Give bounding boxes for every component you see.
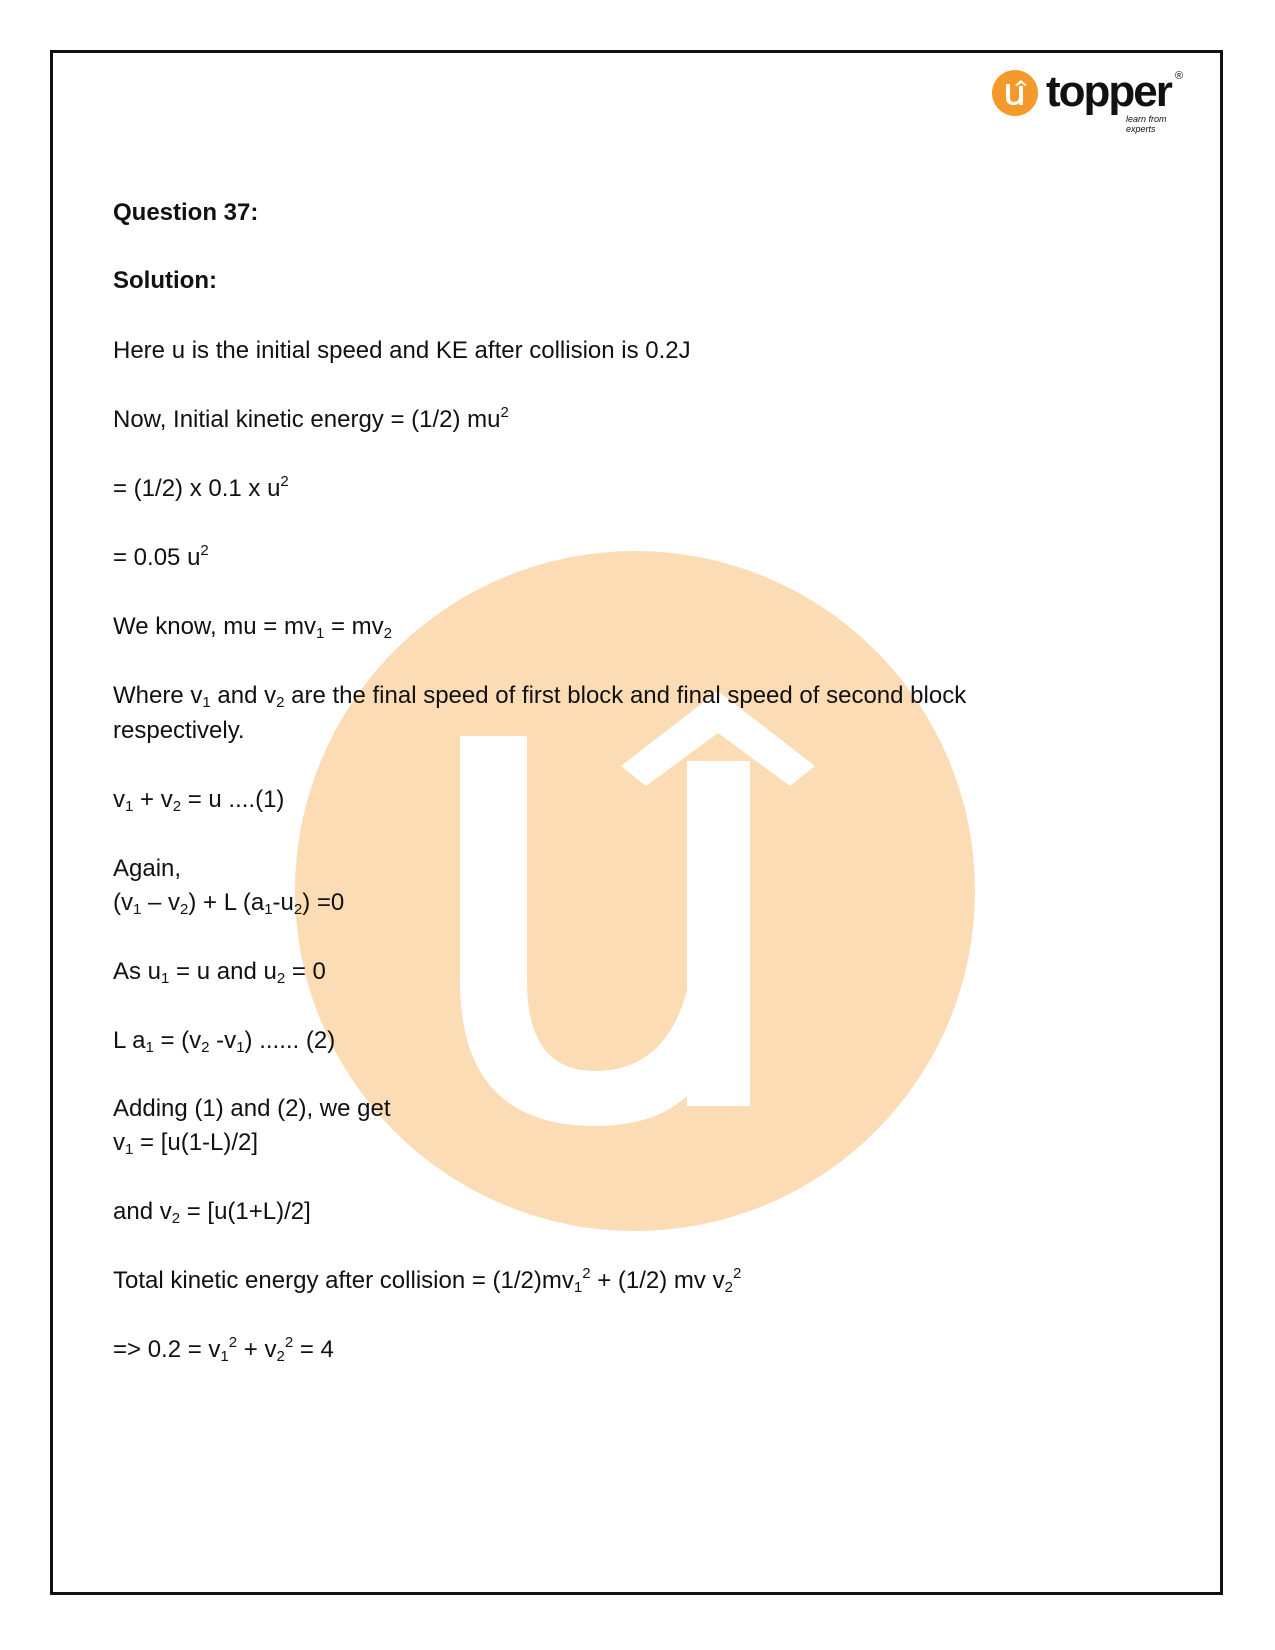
equation-1: $v_1 + v_2 = u$ ....(1) bbox=[113, 786, 285, 815]
equation: and $v_2 = [u(1+L)/2]$ bbox=[113, 1198, 311, 1227]
u-arrow-icon bbox=[992, 70, 1038, 116]
solution-label: Solution: bbox=[113, 267, 217, 294]
logo-tagline: learn from experts bbox=[1126, 114, 1167, 134]
text-line: Here u is the initial speed and KE after collision is 0.2J bbox=[113, 337, 691, 364]
equation: $(v_1 - v_2) + L$ $(a_1-u_2) =0$ bbox=[113, 889, 345, 918]
logo-registered-mark: ® bbox=[1175, 70, 1184, 82]
text-line: Where $v_1$ and $v_2$ are the final speed of first block and final speed of second block bbox=[113, 682, 967, 711]
u-watermark-icon bbox=[295, 551, 975, 1231]
equation: => $0.2 = v_1^2 + v_2^2 = 4$ bbox=[113, 1334, 334, 1365]
text-line: We know, mu = $mv_1 = mv_2$ bbox=[113, 613, 392, 642]
text-line: = (1/2) x 0.1 x $u^2$ bbox=[113, 473, 289, 502]
question-heading: Question 37: bbox=[113, 199, 259, 226]
text-line: = 0.05 $u^2$ bbox=[113, 542, 209, 571]
text-line: Now, Initial kinetic energy = (1/2) $mu^2$ bbox=[113, 404, 509, 433]
text-line: Adding (1) and (2), we get bbox=[113, 1095, 391, 1122]
topper-logo bbox=[992, 67, 1188, 134]
text-line: As $u_1 = u$ and $u_2 = 0$ bbox=[113, 958, 326, 987]
text-line: Again, bbox=[113, 855, 182, 882]
logo-brand-text: topper bbox=[1046, 67, 1171, 116]
equation: $v_1 = [u(1-L)/2]$ bbox=[113, 1129, 259, 1158]
text-line: respectively. bbox=[113, 717, 245, 744]
equation-2: L $a_1 = (v_2$ $-v_1$) ...... (2) bbox=[113, 1027, 336, 1056]
equation: Total kinetic energy after collision = $(1/2)mv_1^2 + (1/2)$ mv $v_2^2$ bbox=[113, 1265, 742, 1296]
